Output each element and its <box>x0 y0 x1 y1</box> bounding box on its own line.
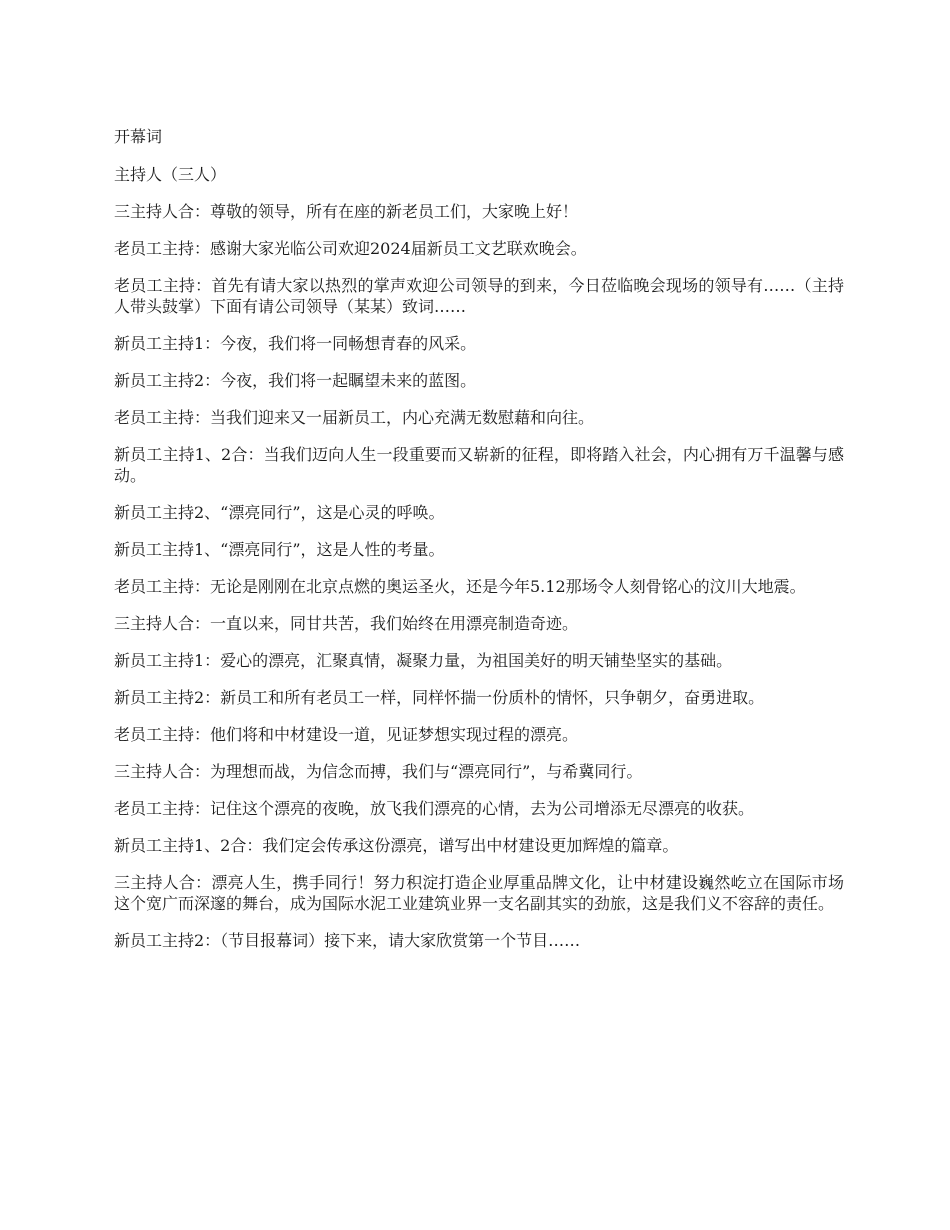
document-title: 开幕词 <box>114 127 163 146</box>
paragraph: 新员工主持1：爱心的漂亮，汇聚真情，凝聚力量，为祖国美好的明天铺垫坚实的基础。 <box>114 651 733 670</box>
paragraph: 主持人（三人） <box>114 165 227 184</box>
paragraph: 三主持人合：一直以来，同甘共苦，我们始终在用漂亮制造奇迹。 <box>114 614 579 633</box>
paragraph: 老员工主持：无论是刚刚在北京点燃的奥运圣火，还是今年5.12那场令人刻骨铭心的汶川大地震。 <box>114 577 806 596</box>
paragraph: 老员工主持：首先有请大家以热烈的掌声欢迎公司领导的到来，今日莅临晚会现场的领导有……（主持人带头鼓掌）下面有请公司领导（某某）致词…… <box>114 276 844 316</box>
paragraph: 新员工主持2：新员工和所有老员工一样，同样怀揣一份质朴的情怀，只争朝夕，奋勇进取。 <box>114 688 765 707</box>
paragraph: 新员工主持2：今夜，我们将一起瞩望未来的蓝图。 <box>114 371 477 390</box>
paragraph: 新员工主持2、“漂亮同行”，这是心灵的呼唤。 <box>114 503 445 522</box>
paragraph: 三主持人合：为理想而战，为信念而搏，我们与“漂亮同行”，与希冀同行。 <box>114 762 643 781</box>
paragraph: 老员工主持：记住这个漂亮的夜晚，放飞我们漂亮的心情，去为公司增添无尽漂亮的收获。 <box>114 799 755 818</box>
paragraph: 老员工主持：当我们迎来又一届新员工，内心充满无数慰藉和向往。 <box>114 408 595 427</box>
document-body <box>114 126 844 967</box>
paragraph: 三主持人合：漂亮人生，携手同行！努力积淀打造企业厚重品牌文化，让中材建设巍然屹立在国际市场这个宽广而深邃的舞台，成为国际水泥工业建筑业界一支名副其实的劲旅，这是我们义不容辞的责任。 <box>114 873 844 913</box>
paragraph: 三主持人合：尊敬的领导，所有在座的新老员工们，大家晚上好！ <box>114 202 579 221</box>
paragraph: 新员工主持1、2合：当我们迈向人生一段重要而又崭新的征程，即将踏入社会，内心拥有万千温馨与感动。 <box>114 445 844 485</box>
paragraph: 新员工主持1、2合：我们定会传承这份漂亮，谱写出中材建设更加辉煌的篇章。 <box>114 836 679 855</box>
paragraph: 新员工主持1、“漂亮同行”，这是人性的考量。 <box>114 540 445 559</box>
paragraph: 老员工主持：感谢大家光临公司欢迎2024届新员工文艺联欢晚会。 <box>114 239 587 258</box>
paragraph: 新员工主持1：今夜，我们将一同畅想青春的风采。 <box>114 334 477 353</box>
paragraph: 新员工主持2：（节目报幕词）接下来，请大家欣赏第一个节目…… <box>114 931 581 950</box>
paragraph: 老员工主持：他们将和中材建设一道，见证梦想实现过程的漂亮。 <box>114 725 579 744</box>
